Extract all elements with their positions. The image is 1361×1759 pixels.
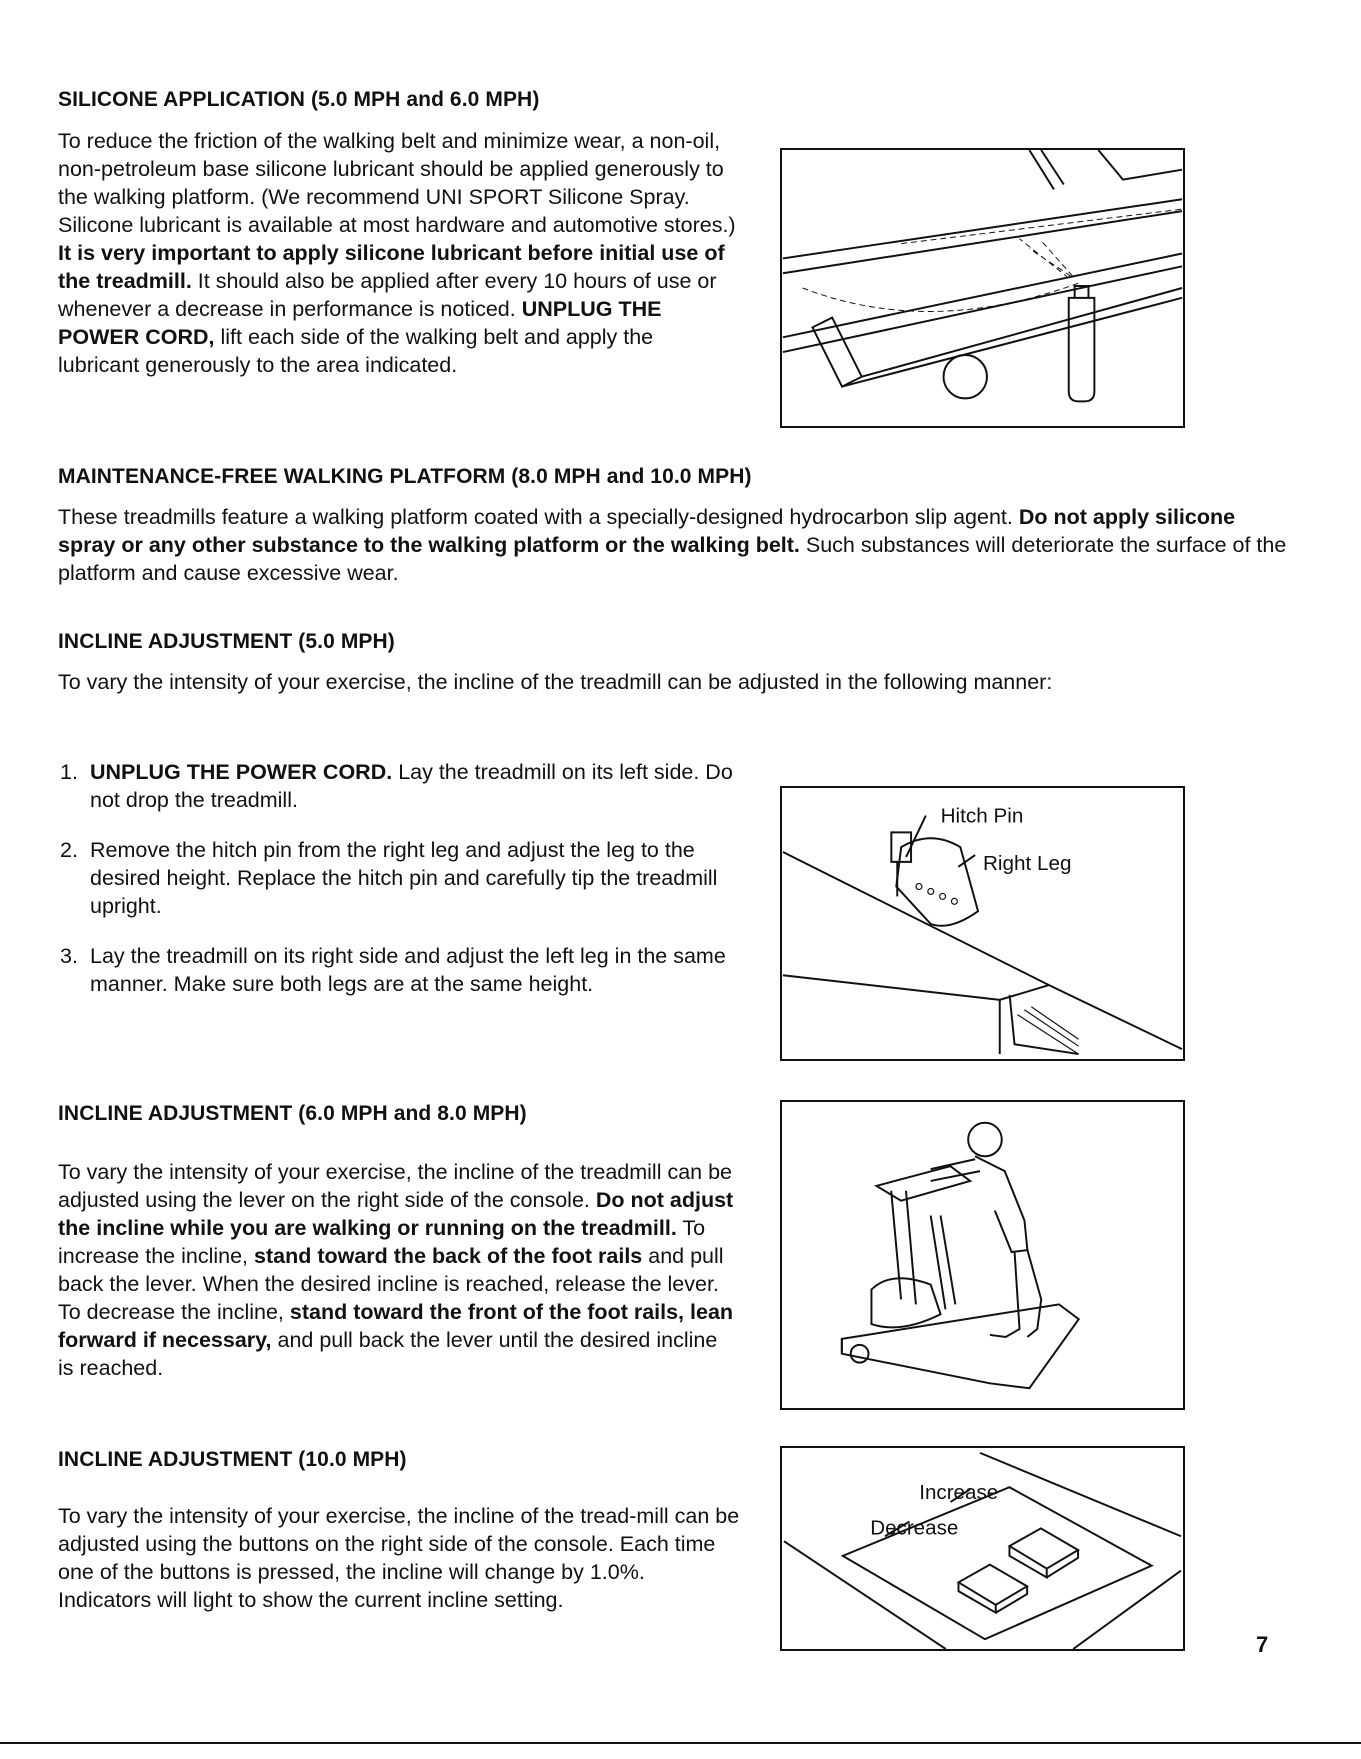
hitch-pin-label: Hitch Pin [940,804,1024,828]
step-number: 1. [60,760,78,784]
decrease-label: Decrease [870,1516,959,1540]
lever-incline-illustration [780,1100,1185,1410]
step-text: Lay the treadmill on its right side and adjust the left leg in the same manner. Make sure both legs are at the same height. [90,944,726,996]
silicone-spray-illustration [780,148,1185,428]
step-item [58,836,738,920]
incline-6-8-bold-2: stand toward the back of the foot rails [254,1244,643,1268]
treadmill-spray-drawing [782,150,1183,426]
leg-hitch-pin-drawing [782,788,1183,1059]
incline-5-steps [58,758,738,1020]
maintenance-text-1: These treadmills feature a walking platform coated with a specially-designed hydrocarbon slip agent. [58,505,1013,529]
silicone-text-1: To reduce the friction of the walking belt and minimize wear, a non-oil, non-petroleum base silicone lubricant should be applied generously to the walking platform. (We recommend UNI SPORT Silicone Spray. Silicone lubricant is available at most hardware and automotive stores.) [58,129,736,237]
maintenance-heading: MAINTENANCE-FREE WALKING PLATFORM (8.0 MPH and 10.0 MPH) [58,465,752,488]
incline-5-intro: To vary the intensity of your exercise, the incline of the treadmill can be adjusted in the following manner: [58,670,1053,694]
incline-6-8-paragraph [58,1158,738,1382]
incline-6-8-text-1: To vary the intensity of your exercise, the incline of the treadmill can be adjusted using the lever on the right side of the console. [58,1160,733,1212]
incline-6-8-text-2: To increase the incline, [58,1216,706,1268]
console-buttons-drawing [782,1448,1183,1649]
incline-6-8-warning: Do not adjust the incline while you are walking or running on the treadmill. [58,1188,734,1240]
silicone-text-3: lift each side of the walking belt and apply the lubricant generously to the area indicated. [58,325,654,377]
page-number: 7 [1256,1632,1269,1657]
person-on-treadmill-drawing [782,1102,1183,1408]
step-bold-text: UNPLUG THE POWER CORD. [90,760,393,784]
leg-adjustment-illustration [780,786,1185,1061]
right-leg-label: Right Leg [982,851,1072,875]
incline-10-heading: INCLINE ADJUSTMENT (10.0 MPH) [58,1448,407,1471]
increase-label: Increase [919,1480,999,1504]
step-item [58,758,738,814]
step-number: 2. [60,838,78,862]
step-text: Lay the treadmill on its left side. Do not drop the treadmill. [90,760,733,812]
incline-5-heading: INCLINE ADJUSTMENT (5.0 MPH) [58,630,395,653]
silicone-text-2: It should also be applied after every 10 hours of use or whenever a decrease in performance is noticed. [58,269,717,321]
silicone-bold-1: It is very important to apply silicone lubricant before initial use of the treadmill. [58,241,725,293]
incline-6-8-bold-3: stand toward the front of the foot rails, lean forward if necessary, [58,1300,734,1352]
maintenance-text-2: Such substances will deteriorate the surface of the platform and cause excessive wear. [58,533,1287,585]
incline-buttons-illustration [780,1446,1185,1651]
maintenance-paragraph [58,503,1288,587]
bottom-rule [0,1742,1361,1744]
step-number: 3. [60,944,78,968]
maintenance-warning: Do not apply silicone spray or any other substance to the walking platform or the walking belt. [58,505,1236,557]
silicone-bold-2: UNPLUG THE POWER CORD, [58,297,662,349]
step-text: Remove the hitch pin from the right leg and adjust the leg to the desired height. Replace the hitch pin and carefully tip the treadmill upright. [90,838,718,918]
silicone-heading: SILICONE APPLICATION (5.0 MPH and 6.0 MPH) [58,88,540,111]
step-item [58,942,738,998]
silicone-paragraph [58,127,738,379]
incline-10-paragraph: To vary the intensity of your exercise, the incline of the tread-mill can be adjusted using the buttons on the right side of the console. Each time one of the buttons is pressed, the incline will change by 1.0%. Indicators will light to show the current incline setting. [58,1504,740,1612]
incline-6-8-text-3: and pull back the lever. When the desired incline is reached, release the lever. To decrease the incline, [58,1244,724,1324]
incline-6-8-heading: INCLINE ADJUSTMENT (6.0 MPH and 8.0 MPH) [58,1102,527,1125]
incline-6-8-text-4: and pull back the lever until the desired incline is reached. [58,1328,718,1380]
